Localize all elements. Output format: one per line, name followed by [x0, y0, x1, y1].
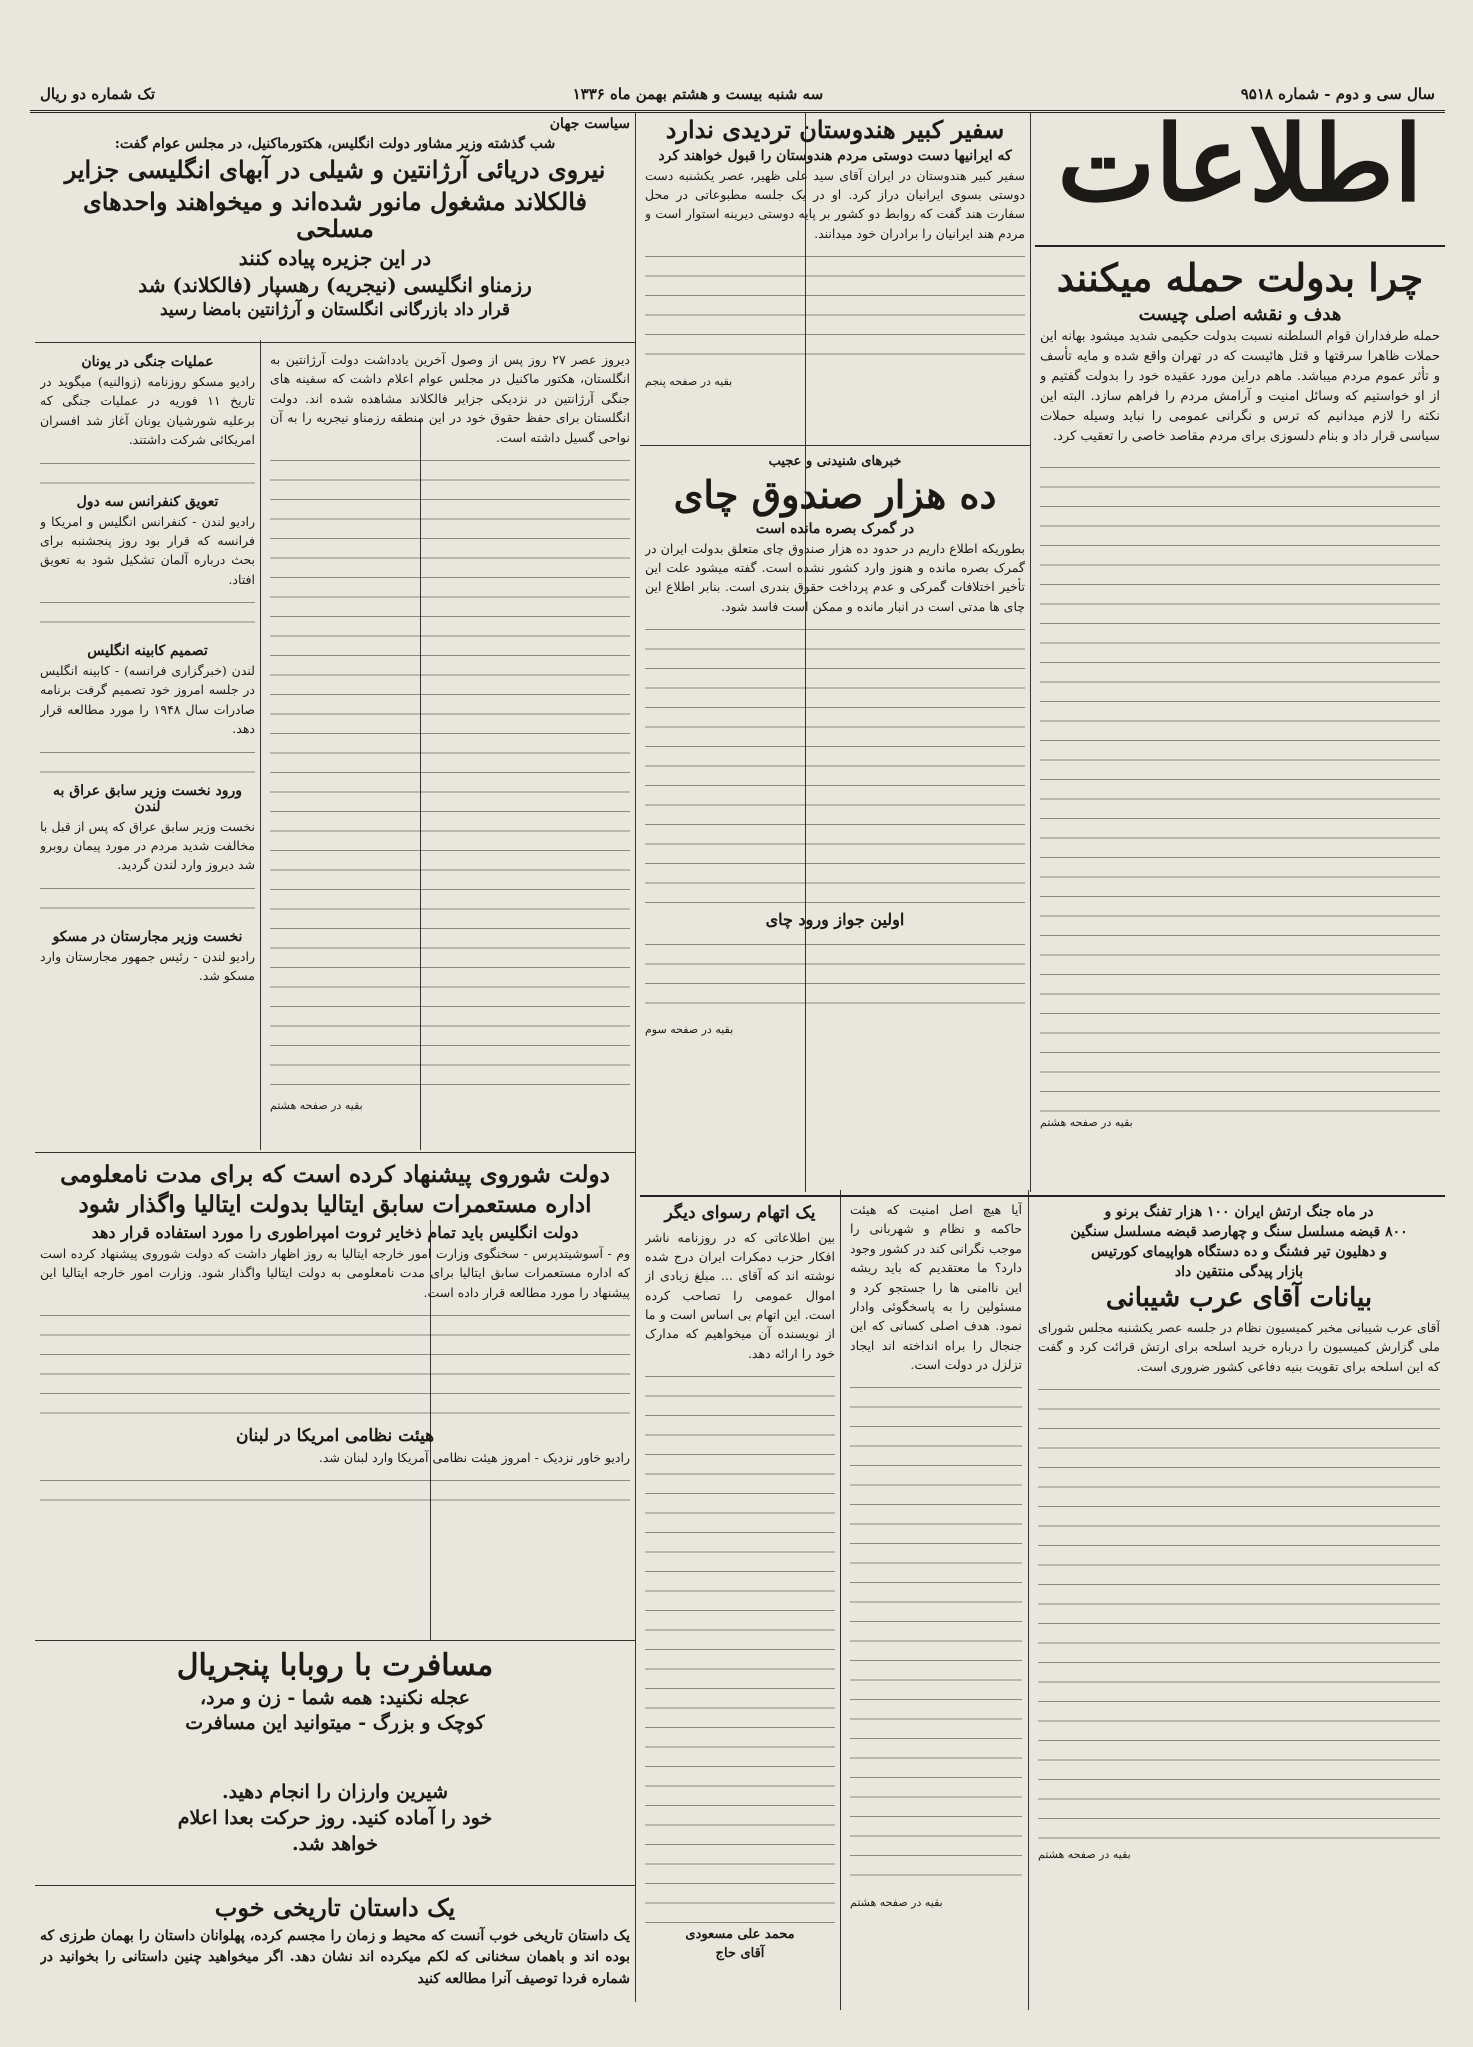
arms-body-continued	[1038, 1376, 1440, 1846]
section-rule	[35, 1885, 635, 1886]
soviet-body-2: رادیو خاور نزدیک - امروز هیئت نظامی آمریکا وارد لبنان شد.	[318, 1450, 630, 1465]
side-news-column	[40, 350, 255, 1150]
soviet-title-1: دولت شوروی پیشنهاد کرده است که برای مدت نامعلومی	[60, 1161, 610, 1188]
accusation-article	[645, 1200, 835, 2010]
world-title-3: در این جزیره پیاده کنند	[238, 245, 432, 270]
travel-ad-cont	[40, 1778, 630, 1888]
lead-body-continued	[1040, 454, 1440, 1114]
middle-column	[850, 1200, 1022, 2010]
side-title-2: تعویق کنفرانس سه دول	[76, 493, 219, 510]
travel-ad	[40, 1645, 630, 1775]
issue-date: سه شنبه بیست و هشتم بهمن ماه ۱۳۳۶	[572, 85, 824, 103]
soviet-subhead-2: هیئت نظامی امریکا در لبنان	[235, 1426, 435, 1446]
india-continuation: بقیه در صفحه پنجم	[645, 375, 733, 389]
section-rule	[640, 1195, 1445, 1197]
arms-kicker-1: در ماه جنگ ارتش ایران ۱۰۰ هزار تفنگ برنو و	[1104, 1204, 1374, 1220]
arms-kicker-3: و دهلیون تیر فشنگ و ده دستگاه هواپیمای کورتیس	[1091, 1244, 1387, 1260]
soviet-title-2: اداره مستعمرات سابق ایتالیا بدولت ایتالیا واگذار شود	[78, 1191, 592, 1219]
travel-line-4: خود را آماده کنید. روز حرکت بعدا اعلام	[177, 1806, 493, 1829]
side-body-4: نخست وزیر سابق عراق که پس از قبل با مخالفت شدید مردم در مورد پیمان روبرو شد دیروز وارد لندن گردید.	[40, 818, 255, 873]
column-rule	[1028, 1190, 1029, 2010]
arms-kicker-2: ۸۰۰ قبضه مسلسل سنگ و چهارصد قبضه مسلسل سنگین	[1070, 1224, 1408, 1240]
masthead-rule	[1035, 245, 1445, 247]
side-body-1: رادیو مسکو روزنامه (زوالنیه) میگوید در تاریخ ۱۱ فوریه در عملیات جنگی که برعلیه شورشیان یونان آغاز شد افسران امریکائی شرکت داشتند.	[40, 374, 255, 448]
issue-header-bar	[30, 78, 1445, 113]
travel-title: مسافرت با روبابا پنجریال	[176, 1648, 494, 1683]
accusation-body: بین اطلاعاتی که در روزنامه ناشر افکار حزب دمکرات ایران درج شده نوشته اند که آقای ... مبلغ زیادی از اموال عمومی را تصاحب کرده است. این اتهام بی اساس است و ما از نویسنده آن میخواهیم که مدارک خود را ارائه دهد.	[645, 1229, 835, 1361]
soviet-subhead: دولت انگلیس باید تمام ذخایر ثروت امپراطوری را مورد استفاده قرار دهد	[91, 1222, 579, 1242]
midright-body: آیا هیچ اصل امنیت که هیئت حاکمه و نظام و شهربانی را موجب نگرانی کند در کشور وجود دارد؟ ما معتقدیم که باید ریشه این ناامنی ها را جستجو کرد و مسئولین را به پاسخگوئی وادار نمود. هدف اصلی کسانی که این جنجال را براه انداخته اند ایجاد تزلزل در دولت است.	[850, 1202, 1022, 1372]
accusation-byline-1: محمد علی مسعودی	[685, 1927, 795, 1943]
world-body-continued	[270, 447, 630, 1097]
world-body: دیروز عصر ۲۷ روز پس از وصول آخرین یادداشت دولت آرژانتین به انگلستان، هکتور ماکنیل در مجلس عوام اعلام داشت که سفینه های جنگی آرژانتین در نزدیکی جزایر فالکلاند مشاهده شده اند. دولت انگلستان برای حفظ حقوق خود در این منطقه رزمناو نیجریه را به آن نواحی گسیل داشته است.	[270, 352, 630, 445]
masthead-logo: اطلاعات	[1057, 112, 1423, 225]
section-rule	[35, 1640, 635, 1641]
world-article-body	[270, 350, 630, 1150]
midright-continuation: بقیه در صفحه هشتم	[850, 1896, 943, 1910]
travel-line-5: خواهد شد.	[292, 1832, 378, 1855]
tea-kicker: خبرهای شنیدنی و عجیب	[768, 454, 902, 469]
world-continuation: بقیه در صفحه هشتم	[270, 1098, 363, 1112]
masthead-block	[1040, 112, 1440, 242]
side-body-5: رادیو لندن - رئیس جمهور مجارستان وارد مسکو شد.	[40, 948, 255, 983]
column-rule	[1030, 112, 1031, 1192]
india-body-continued	[645, 243, 1025, 373]
side-body-3-cont	[40, 739, 255, 779]
world-label: سیاست جهان	[549, 116, 630, 132]
side-title-4: ورود نخست وزیر سابق عراق به لندن	[53, 782, 242, 815]
arms-title: بیانات آقای عرب شیبانی	[1105, 1283, 1373, 1313]
soviet-body-continued	[40, 1302, 630, 1422]
arms-kicker-4: بازار پیدگی منتقین داد	[1174, 1264, 1304, 1280]
tea-body-continued	[645, 616, 1025, 906]
world-title-2: فالکلاند مشغول مانور شده‌اند و میخواهند واحدهای مسلحی	[82, 186, 587, 244]
issue-number: سال سی و دوم - شماره ۹۵۱۸	[1240, 85, 1435, 103]
section-rule	[640, 445, 1030, 446]
side-body-1-cont	[40, 450, 255, 490]
lead-body: حمله طرفداران قوام السلطنه نسبت بدولت حکیمی شدید میشود بهانه این حملات ظاهرا سرقتها و قتل هائیست که در تهران واقع شده و مایه تأسف و تأثر عموم مردم میباشد. ماهم دراین مورد عقیده خود را بدولت گفتیم و از او خواستیم که وسائل امنیت و آرامش مردم را فراهم سازد. البته این نکته را لازم میدانیم که ترس و نگرانی عمومی را نباید وسیله حملات سیاسی قرار داد و بنام دلسوزی برای مردم مقاصد خاصی را تعقیب کرد.	[1040, 328, 1440, 445]
arms-article	[1038, 1200, 1440, 2010]
side-body-2: رادیو لندن - کنفرانس انگلیس و امریکا و فرانسه که قرار بود روز پنجشنبه برای بحث درباره آلمان تشکیل شود به تعویق افتاد.	[40, 513, 255, 587]
accusation-byline-2: آقای حاج	[715, 1946, 765, 1962]
tea-title: ده هزار صندوق چای	[673, 472, 997, 517]
tea-article	[645, 450, 1025, 1050]
story-body: یک داستان تاریخی خوب آنست که محیط و زمان را مجسم کرده، پهلوانان داستان را بهمان طرزی که بوده اند و باهمان سخنانی که لکم میکرده اند نشان دهد. اگر میخواهید چنین داستانی را بخوانید در شماره فردا توصیف آنرا مطالعه کنید	[40, 1927, 630, 1987]
lead-subtitle: هدف و نقشه اصلی چیست	[1138, 303, 1342, 325]
column-rule	[260, 340, 261, 1150]
india-title: سفیر کبیر هندوستان تردیدی ندارد	[665, 115, 1005, 144]
story-ad	[40, 1890, 630, 2025]
section-rule	[35, 342, 635, 343]
tea-subtitle-2: اولین جواز ورود چای	[765, 910, 905, 930]
column-rule	[635, 112, 636, 2002]
india-subtitle: که ایرانیها دست دوستی مردم هندوستان را قبول خواهند کرد	[658, 147, 1012, 164]
world-article-header	[40, 112, 630, 342]
world-title-5: قرار داد بازرگانی انگلستان و آرژانتین بامضا رسید	[159, 299, 511, 320]
midright-body-continued	[850, 1374, 1022, 1894]
soviet-body: وم - آسوشیتدپرس - سخنگوی وزارت امور خارجه ایتالیا به روز اظهار داشت که دولت شوروی پیشنهاد کرده است که اداره مستعمرات سابق ایتالیا برای مدت نامعلومی به دولت ایتالیا واگذار شود. وزارت امور خارجه ایتالیا این پیشنهاد را مورد مطالعه قرار داده است.	[40, 1245, 630, 1300]
soviet-body-2-cont	[40, 1467, 630, 1517]
side-body-2-cont	[40, 589, 255, 639]
arms-body: آقای عرب شیبانی مخبر کمیسیون نظام در جلسه عصر یکشنبه مجلس شورای ملی گزارش کمیسیون را درباره خرید اسلحه برای ارتش قرائت کرد و گفت که این اسلحه برای تقویت بنیه دفاعی کشور ضروری است.	[1038, 1319, 1440, 1374]
soviet-article	[40, 1158, 630, 1638]
travel-line-3: شیرین وارزان را انجام دهید.	[221, 1781, 449, 1803]
tea-continuation: بقیه در صفحه سوم	[645, 1023, 734, 1037]
side-title-1: عملیات جنگی در یونان	[81, 354, 214, 370]
section-rule	[35, 1152, 635, 1153]
lead-title: چرا بدولت حمله میکنند	[1056, 255, 1424, 300]
story-title: یک داستان تاریخی خوب	[214, 1893, 456, 1922]
accusation-body-continued	[645, 1363, 835, 1923]
arms-continuation: بقیه در صفحه هشتم	[1038, 1848, 1131, 1862]
travel-line-2: کوچک و بزرگ - میتوانید این مسافرت	[185, 1712, 485, 1735]
world-title-4: رزمناو انگلیسی (نیجریه) رهسپار (فالکلاند) شد	[138, 272, 532, 297]
lead-continuation: بقیه در صفحه هشتم	[1040, 1115, 1133, 1129]
midright-fill	[815, 1050, 1025, 1180]
india-article	[645, 112, 1025, 442]
tea-body-continued-2	[645, 931, 1025, 1021]
india-body: سفیر کبیر هندوستان در ایران آقای سید علی ظهیر، عصر یکشنبه دست دوستی بسوی ایرانیان دراز کرد. او در یک جلسه مطبوعاتی در محل سفارت هند گفت که روابط دو کشور بر پایه دوستی دیرینه استوار است و مردم هند ایرانیان را برادران خود میدانند.	[645, 167, 1025, 241]
issue-price: تک شماره دو ریال	[40, 85, 155, 103]
tea-body: بطوریکه اطلاع داریم در حدود ده هزار صندوق چای متعلق بدولت ایران در گمرک بصره مانده و هنوز وارد کشور نشده است. گفته میشود علت این تأخیر اختلافات گمرکی و عدم پرداخت حقوق بندری است. بنابر اطلاع این چای ها مدتی است در انبار مانده و ممکن است فاسد شود.	[645, 540, 1025, 614]
world-title-1: نیروی دریائی آرژانتین و شیلی در آبهای انگلیسی جزایر	[64, 155, 606, 184]
lead-article	[1040, 252, 1440, 1182]
accusation-title: یک اتهام رسوای دیگر	[664, 1203, 816, 1223]
side-title-3: تصمیم کابینه انگلیس	[87, 643, 208, 659]
side-body-4-cont	[40, 875, 255, 925]
side-title-5: نخست وزیر مجارستان در مسکو	[52, 928, 243, 945]
world-kicker: شب گذشته وزیر مشاور دولت انگلیس، هکتورماکنیل، در مجلس عوام گفت:	[114, 136, 556, 152]
column-rule	[840, 1190, 841, 2010]
tea-subtitle: در گمرک بصره مانده است	[755, 520, 915, 537]
side-body-3: لندن (خبرگزاری فرانسه) - کابینه انگلیس در جلسه امروز خود تصمیم گرفت برنامه صادرات سال ۱۹۴۸ را مورد مطالعه قرار دهد.	[40, 663, 255, 737]
travel-line-1: عجله نکنید: همه شما - زن و مرد،	[200, 1686, 470, 1709]
